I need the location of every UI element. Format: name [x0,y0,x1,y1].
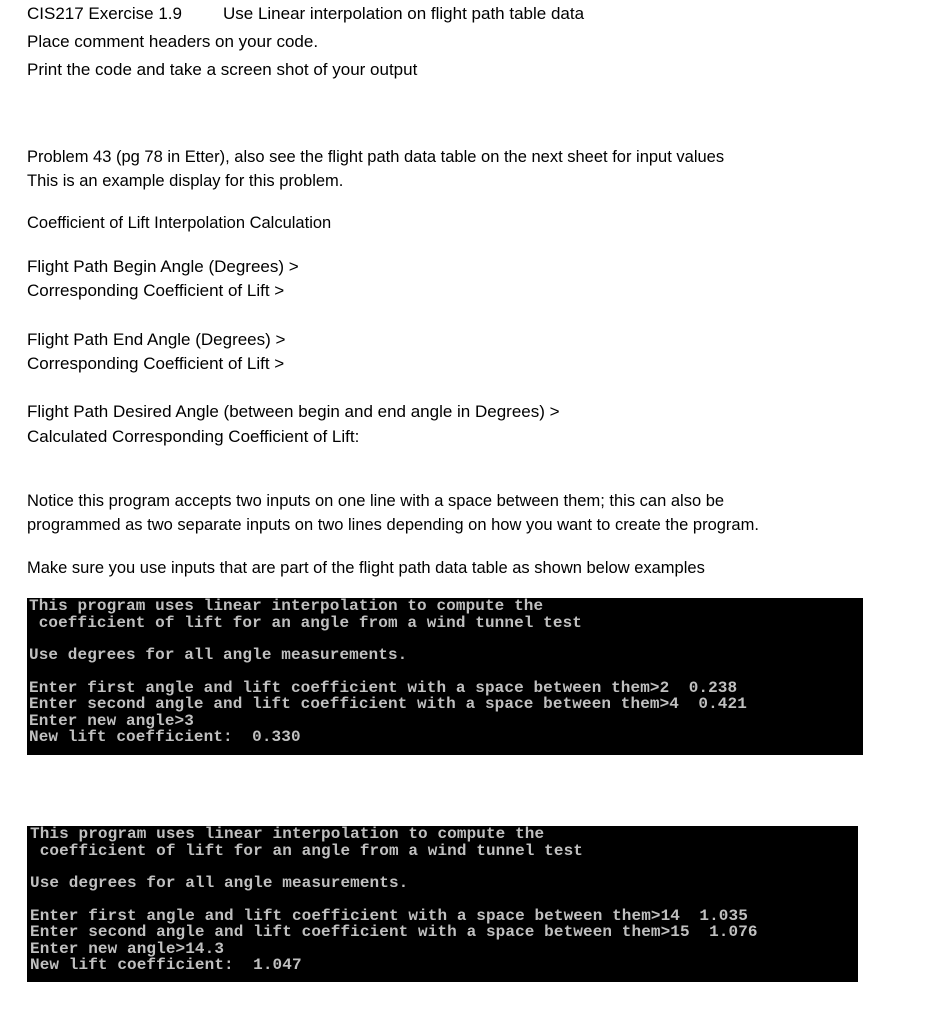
begin-coef-prompt: Corresponding Coefficient of Lift > [27,281,285,300]
console-line: coefficient of lift for an angle from a wind tunnel test [30,841,583,860]
console-screenshot-1 [27,598,863,755]
calc-coef-output: Calculated Corresponding Coefficient of Lift: [27,427,360,446]
console-line: Enter first angle and lift coefficient with a space between them>14 1.035 [30,906,748,925]
problem-heading: Coefficient of Lift Interpolation Calculation [27,214,332,232]
desired-angle-prompt: Flight Path Desired Angle (between begin and end angle in Degrees) > [27,402,560,421]
console-line: Enter second angle and lift coefficient with a space between them>4 0.421 [29,695,747,713]
console-line: Enter first angle and lift coefficient with a space between them>2 0.238 [29,678,738,697]
begin-angle-prompt: Flight Path Begin Angle (Degrees) > [27,257,299,276]
console-line: Enter new angle>14.3 [30,939,225,958]
note-use-table-inputs: Make sure you use inputs that are part of the flight path data table as shown below examples [27,559,705,577]
instruction-print-code: Print the code and take a screen shot of your output [27,60,418,79]
console-line: Use degrees for all angle measurements. [30,874,409,892]
console-line: coefficient of lift for an angle from a wind tunnel test [29,613,582,632]
console-line: Use degrees for all angle measurements. [29,646,408,664]
instruction-comment-headers: Place comment headers on your code. [27,32,319,51]
end-angle-prompt: Flight Path End Angle (Degrees) > [27,330,286,349]
course-label: CIS217 Exercise 1.9 [27,4,182,23]
problem-reference: Problem 43 (pg 78 in Etter), also see the flight path data table on the next sheet for input values [27,148,725,166]
console-line: New lift coefficient: 1.047 [30,956,302,974]
header-line [27,4,584,24]
note-inputs-one-line: Notice this program accepts two inputs on one line with a space between them; this can also be [27,492,725,510]
note-inputs-two-lines: programmed as two separate inputs on two lines depending on how you want to create the program. [27,516,759,534]
console-line: This program uses linear interpolation to compute the [29,597,544,615]
problem-example-note: This is an example display for this problem. [27,172,344,190]
console-line: This program uses linear interpolation to compute the [30,825,545,843]
end-coef-prompt: Corresponding Coefficient of Lift > [27,354,285,373]
console-line: New lift coefficient: 0.330 [29,728,301,746]
console-line: Enter new angle>3 [29,711,194,730]
exercise-title: Use Linear interpolation on flight path table data [223,4,585,23]
console-line: Enter second angle and lift coefficient with a space between them>15 1.076 [30,923,758,941]
console-screenshot-2 [27,826,858,982]
